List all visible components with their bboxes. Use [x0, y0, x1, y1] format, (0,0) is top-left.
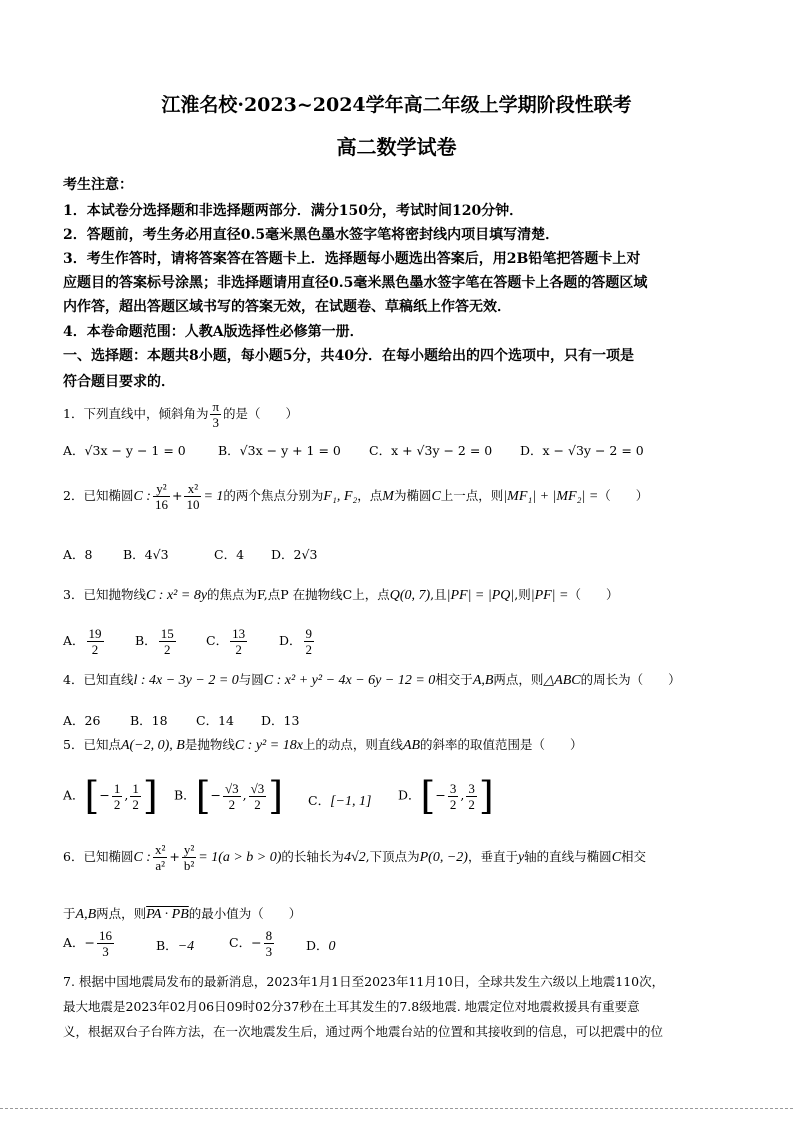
q4-ab: A,B: [472, 673, 494, 688]
q2-text-4: 为椭圆: [393, 488, 432, 503]
q2-expression: |MF₁| + |MF₂| =: [503, 489, 599, 504]
q1-option-a: A．√3x − y − 1 = 0: [63, 443, 186, 458]
q2-y-fraction: $\frac{\text{y²}}{16}$: [154, 481, 168, 512]
q4-line-eq: l : 4x − 3y − 2 = 0: [133, 673, 239, 688]
q2-option-b: B．4√3: [123, 547, 169, 562]
exam-subtitle: 高二数学试卷: [336, 135, 457, 159]
question-4-stem: [63, 670, 681, 689]
q5-text: 5．已知点: [63, 737, 121, 752]
q6-vector-product: PA · PB: [146, 907, 189, 922]
q3-parabola: C : x² = 8y: [145, 588, 208, 603]
q2-option-c: C．4: [214, 547, 245, 562]
q2-c: C: [431, 489, 441, 504]
question-5-stem: [63, 735, 583, 754]
q6-length: 4√2: [343, 850, 366, 865]
q6-option-c: C．− $\frac{8}{3}$: [229, 928, 273, 959]
q2-ellipse-name: C :: [133, 489, 151, 504]
q2-text: 2．已知椭圆: [63, 488, 134, 503]
question-3-stem: [63, 585, 618, 604]
q3-text-post: （ ）: [568, 587, 619, 602]
q3-option-a: A． $\frac{19}{2}$: [63, 626, 102, 657]
q6-ellipse-name: C :: [133, 850, 151, 865]
section-heading-cont: 符合题目要求的．: [63, 374, 175, 390]
q4-text-4: 两点，则: [493, 672, 544, 687]
q2-text-5: 上一点，则: [440, 488, 504, 503]
q6-text-6: 于: [63, 906, 76, 921]
question-6-stem-cont: [63, 904, 301, 923]
q3-text: 3．已知抛物线: [63, 587, 146, 602]
q6-option-b: B．−4: [156, 938, 195, 954]
q6-y-fraction: $\frac{\text{y²}}{\text{b²}}$: [183, 842, 195, 873]
q4-text: 4．已知直线: [63, 672, 134, 687]
notice-item-3-cont-2: 内作答，超出答题区域书写的答案无效，在试题卷、草稿纸上作答无效．: [63, 299, 511, 315]
question-7-line-1: 7. 根据中国地震局发布的最新消息，2023年1月1日至2023年11月10日，全球共发生六级以上地震110次，: [63, 974, 665, 989]
q1-text-post: 的是（ ）: [223, 406, 299, 421]
q5-option-c: C．[−1, 1]: [308, 793, 372, 809]
q6-text-4: ，垂直于: [467, 849, 518, 864]
q2-option-d: D．2√3: [271, 547, 318, 562]
q3-relation: |PF| = |PQ|: [446, 588, 515, 603]
q2-x-fraction: $\frac{\text{x²}}{10}$: [186, 481, 200, 512]
q4-text-3: 相交于: [435, 672, 473, 687]
notice-item-4: 4．本卷命题范围：人教A版选择性必修第一册．: [63, 324, 364, 340]
q6-text-8: 的最小值为（ ）: [188, 906, 302, 921]
question-7-line-2: 最大地震是2023年02月06日09时02分37秒在土耳其发生的7.8级地震. 地震定位对地震救援具有重要意: [63, 999, 640, 1014]
question-2-stem: 2．已知椭圆C : $\frac{\text{y²}}{16}$ + $\frac{\text{x²}}{10}$ = 1的两个焦点分别为F₁, F₂，点M为椭圆C上一点，则|MF₁| + |MF₂| =（ ）: [63, 481, 649, 512]
page-bottom-divider: [0, 1108, 793, 1109]
q4-text-post: 的周长为（ ）: [580, 672, 681, 687]
q3-point-q: Q(0, 7): [389, 588, 431, 603]
q6-x-fraction: $\frac{\text{x²}}{\text{a²}}$: [154, 842, 166, 873]
notice-item-1: 1．本试卷分选择题和非选择题两部分．满分150分，考试时间120分钟．: [63, 203, 524, 219]
q6-ab: A,B: [75, 907, 97, 922]
question-7-line-3: 义，根据双台子台阵方法，在一次地震发生后，通过两个地震台站的位置和其接收到的信息，可以把震中的位: [63, 1024, 664, 1039]
q3-text-2: 的焦点为F,点P 在抛物线C上，点: [207, 587, 390, 602]
q3-option-b: B． $\frac{15}{2}$: [135, 626, 174, 657]
q6-option-a: A．− $\frac{16}{3}$: [63, 928, 113, 959]
q1-angle-fraction: $\frac{\pi}{3}$: [212, 399, 220, 430]
q3-option-d: D． $\frac{9}{2}$: [279, 626, 313, 657]
question-1-stem: [63, 399, 298, 430]
q6-condition: = 1(a > b > 0): [198, 850, 282, 865]
q3-text-4: ,则: [514, 587, 531, 602]
q5-text-2: 是抛物线: [184, 737, 235, 752]
q3-option-c: C． $\frac{13}{2}$: [206, 626, 246, 657]
q1-option-b: B．√3x − y + 1 = 0: [218, 443, 341, 458]
q5-text-3: 上的动点，则直线: [302, 737, 403, 752]
notice-item-3-cont-1: 应题目的答案标号涂黑；非选择题请用直径0.5毫米黑色墨水签字笔在答题卡上各题的答题区域: [63, 275, 648, 291]
q5-option-d: D．[− $\frac{3}{2}$ , $\frac{3}{2}$ ]: [398, 774, 494, 818]
q2-foci: F₁, F₂: [323, 489, 358, 504]
q5-option-a: A．[− $\frac{1}{2}$ , $\frac{1}{2}$ ]: [63, 774, 158, 818]
q6-c: C: [611, 850, 622, 865]
q6-text-5: 轴的直线与椭圆: [524, 849, 612, 864]
q4-option-c: C．14: [196, 713, 234, 728]
notice-heading: 考生注意：: [63, 177, 133, 193]
section-heading: 一、选择题：本题共8小题，每小题5分，共40分．在每小题给出的四个选项中，只有一项是: [63, 348, 634, 364]
q5-ab: AB: [402, 738, 421, 753]
q4-circle-eq: C : x² + y² − 4x − 6y − 12 = 0: [263, 673, 436, 688]
q6-y: y: [517, 850, 525, 865]
q2-text-3: ，点: [357, 488, 383, 503]
q5-text-post: 的斜率的取值范围是（ ）: [420, 737, 583, 752]
q6-text-3: ,下顶点为: [365, 849, 420, 864]
q3-ask: |PF| =: [530, 588, 569, 603]
q6-point-p: P(0, −2): [419, 850, 468, 865]
q2-eq-rhs: = 1: [203, 489, 224, 504]
q4-text-2: 与圆: [238, 672, 264, 687]
q4-option-d: D．13: [261, 713, 300, 728]
q6-text-2: 的长轴长为: [281, 849, 344, 864]
q1-option-c: C．x + √3y − 2 = 0: [369, 443, 493, 458]
q5-points: A(−2, 0), B: [120, 738, 185, 753]
q4-triangle: △ABC: [543, 673, 581, 688]
q6-option-d: D．0: [306, 938, 336, 954]
q6-text-post: 相交: [621, 849, 647, 864]
q2-option-a: A．8: [63, 547, 93, 562]
notice-item-3: 3．考生作答时，请将答案答在答题卡上．选择题每小题选出答案后，用2B铅笔把答题卡上对: [63, 251, 641, 267]
q2-text-post: （ ）: [598, 488, 649, 503]
q3-text-3: ,且: [430, 587, 447, 602]
q1-text: 1．下列直线中，倾斜角为: [63, 406, 209, 421]
question-6-stem: 6．已知椭圆C : $\frac{\text{x²}}{\text{a²}}$ + $\frac{\text{y²}}{\text{b²}}$ = 1(a > b > 0)的长轴长为4√2,下顶点为P(0, −2)，垂直于y轴的直线与椭圆C相交: [63, 842, 647, 873]
q6-text-7: 两点，则: [96, 906, 147, 921]
q2-text-2: 的两个焦点分别为: [223, 488, 324, 503]
q1-option-d: D．x − √3y − 2 = 0: [520, 443, 644, 458]
notice-item-2: 2．答题前，考生务必用直径0.5毫米黑色墨水签字笔将密封线内项目填写清楚．: [63, 227, 560, 243]
q6-text: 6．已知椭圆: [63, 849, 134, 864]
q2-point-m: M: [382, 489, 394, 504]
exam-title: 江淮名校·2023~2024学年高二年级上学期阶段性联考: [161, 94, 632, 116]
q5-option-b: B．[− $\frac{√3}{2}$ , $\frac{√3}{2}$ ]: [174, 774, 284, 818]
q4-option-a: A．26: [63, 713, 101, 728]
q5-parabola: C : y² = 18x: [234, 738, 303, 753]
q4-option-b: B．18: [130, 713, 168, 728]
